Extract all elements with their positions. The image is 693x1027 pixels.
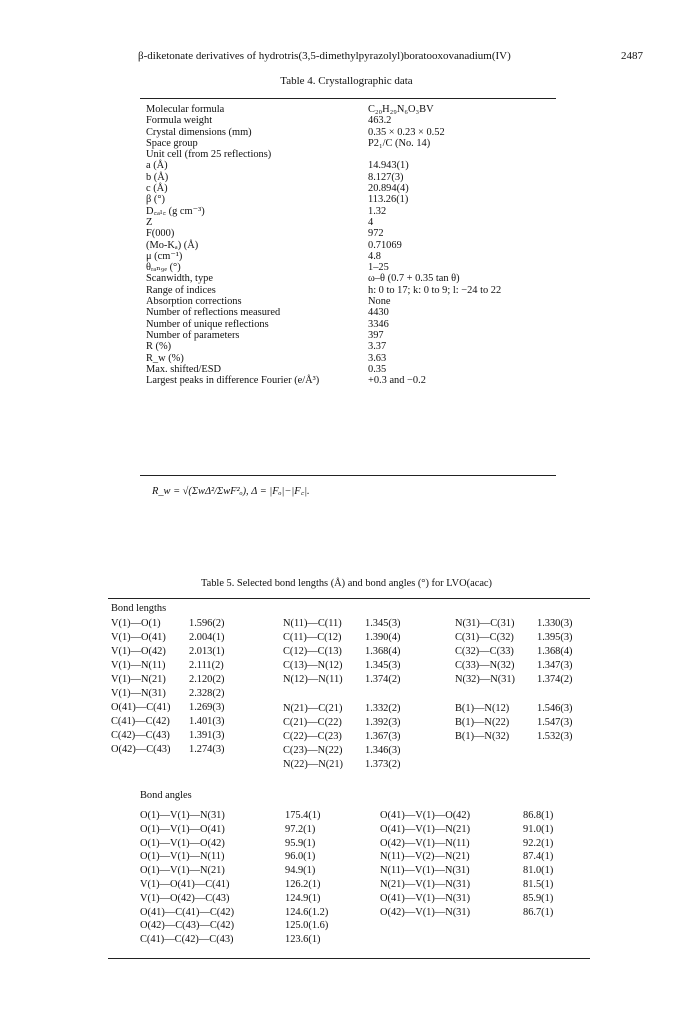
table4-row bbox=[146, 319, 566, 330]
bond-atoms: O(42)—V(1)—N(31) bbox=[380, 906, 471, 918]
bond-atoms: N(21)—V(1)—N(31) bbox=[380, 878, 471, 890]
bond-value: 1.392(3) bbox=[365, 717, 401, 728]
bond-value: 94.9(1) bbox=[285, 865, 316, 877]
table4-param: Z bbox=[146, 216, 153, 228]
bond-lengths-col2b bbox=[283, 702, 443, 772]
bond-value: 96.0(1) bbox=[285, 851, 316, 863]
bond-atoms: V(1)—O(41)—C(41) bbox=[140, 878, 230, 890]
bond-atoms: C(42)—C(43) bbox=[111, 730, 170, 741]
bond-atoms: O(41)—V(1)—N(31) bbox=[380, 892, 471, 904]
bond-value: 1.345(3) bbox=[365, 660, 401, 671]
bond-lengths-heading: Bond lengths bbox=[111, 603, 167, 614]
bond-value: 1.347(3) bbox=[537, 660, 573, 671]
table4-row bbox=[146, 104, 566, 115]
table4-param: c (Å) bbox=[146, 183, 168, 195]
table4-row bbox=[146, 375, 566, 386]
bond-row bbox=[140, 878, 370, 892]
bond-row bbox=[455, 673, 615, 687]
bond-value: 1.368(4) bbox=[537, 646, 573, 657]
bond-row bbox=[140, 892, 370, 906]
bond-atoms: O(41)—V(1)—N(21) bbox=[380, 823, 471, 835]
table4-param: R (%) bbox=[146, 341, 172, 353]
bond-lengths-col3a bbox=[455, 617, 615, 687]
bond-row bbox=[111, 701, 271, 715]
table4-value: h: 0 to 17; k: 0 to 9; l: −24 to 22 bbox=[368, 284, 502, 296]
table4-param: Scanwidth, type bbox=[146, 273, 213, 285]
table4-value: 4.8 bbox=[368, 250, 381, 262]
table4-row bbox=[146, 251, 566, 262]
bond-value: 1.395(3) bbox=[537, 632, 573, 643]
bond-atoms: V(1)—O(1) bbox=[111, 618, 161, 629]
bond-lengths-col3b bbox=[455, 702, 615, 744]
table4-param: θᵣₐₙ₉ₑ (°) bbox=[146, 262, 181, 274]
bond-value: 125.0(1.6) bbox=[285, 920, 329, 932]
bond-atoms: C(33)—N(32) bbox=[455, 660, 515, 671]
bond-atoms: C(13)—N(12) bbox=[283, 660, 343, 671]
table4-value: 3.63 bbox=[368, 352, 387, 364]
table4-param: Max. shifted/ESD bbox=[146, 363, 222, 375]
bond-angles-right bbox=[380, 809, 590, 919]
bond-value: 1.390(4) bbox=[365, 632, 401, 643]
table4-value: None bbox=[368, 296, 391, 308]
bond-row bbox=[283, 673, 443, 687]
bond-atoms: O(41)—C(41)—C(42) bbox=[140, 906, 235, 918]
bond-row bbox=[140, 823, 370, 837]
table4-row bbox=[146, 206, 566, 217]
table4-value: 8.127(3) bbox=[368, 171, 404, 183]
table4-value: 3.37 bbox=[368, 341, 387, 353]
table4-row bbox=[146, 296, 566, 307]
bond-row bbox=[111, 659, 271, 673]
bond-value: 86.7(1) bbox=[523, 906, 554, 918]
bond-row bbox=[283, 702, 443, 716]
bond-value: 81.5(1) bbox=[523, 878, 554, 890]
bond-value: 1.391(3) bbox=[189, 730, 225, 741]
bond-atoms: V(1)—N(21) bbox=[111, 674, 166, 685]
bond-atoms: V(1)—N(11) bbox=[111, 660, 166, 671]
bond-row bbox=[380, 906, 590, 920]
bond-value: 2.328(2) bbox=[189, 688, 225, 699]
table4-row bbox=[146, 183, 566, 194]
bond-value: 1.374(2) bbox=[537, 674, 573, 685]
table4-param: β (°) bbox=[146, 194, 165, 206]
bond-row bbox=[283, 758, 443, 772]
bond-row bbox=[140, 837, 370, 851]
bond-row bbox=[111, 687, 271, 701]
bond-row bbox=[111, 673, 271, 687]
bond-atoms: B(1)—N(32) bbox=[455, 731, 510, 742]
table4-param: Unit cell (from 25 reflections) bbox=[146, 149, 272, 161]
table4-row bbox=[146, 160, 566, 171]
table5-title: Table 5. Selected bond lengths (Å) and bond angles (°) for LVO(acac) bbox=[201, 578, 492, 589]
bond-row bbox=[283, 645, 443, 659]
bond-atoms: O(41)—C(41) bbox=[111, 702, 171, 713]
bond-row bbox=[111, 631, 271, 645]
bond-atoms: O(1)—V(1)—O(42) bbox=[140, 837, 225, 849]
bond-lengths-col2a bbox=[283, 617, 443, 687]
bond-atoms: C(31)—C(32) bbox=[455, 632, 514, 643]
bond-value: 1.373(2) bbox=[365, 759, 401, 770]
table4-row bbox=[146, 307, 566, 318]
table4-param: b (Å) bbox=[146, 171, 169, 183]
bond-atoms: C(12)—C(13) bbox=[283, 646, 342, 657]
table4-row bbox=[146, 127, 566, 138]
bond-value: 2.120(2) bbox=[189, 674, 225, 685]
bond-row bbox=[111, 715, 271, 729]
bond-row bbox=[140, 933, 370, 947]
bond-row bbox=[111, 729, 271, 743]
table4-bottom-rule bbox=[140, 475, 556, 476]
table4-row bbox=[146, 240, 566, 251]
bond-value: 1.374(2) bbox=[365, 674, 401, 685]
table4-param: Absorption corrections bbox=[146, 296, 242, 308]
bond-atoms: C(23)—N(22) bbox=[283, 745, 343, 756]
table4-row bbox=[146, 353, 566, 364]
table4-value: +0.3 and −0.2 bbox=[368, 375, 426, 387]
table4-row bbox=[146, 262, 566, 273]
bond-value: 1.532(3) bbox=[537, 731, 573, 742]
table4-row bbox=[146, 228, 566, 239]
bond-row bbox=[283, 631, 443, 645]
bond-atoms: C(41)—C(42) bbox=[111, 716, 170, 727]
bond-row bbox=[111, 743, 271, 757]
table4-value: 3346 bbox=[368, 318, 389, 330]
table4-top-rule bbox=[140, 98, 556, 99]
table4-param: Space group bbox=[146, 137, 198, 149]
bond-atoms: O(42)—V(1)—N(11) bbox=[380, 837, 470, 849]
table4-value: 1–25 bbox=[368, 262, 389, 274]
table4-value: 463.2 bbox=[368, 115, 392, 127]
bond-row bbox=[283, 744, 443, 758]
bond-row bbox=[283, 617, 443, 631]
bond-value: 95.9(1) bbox=[285, 837, 316, 849]
table4-value: 4430 bbox=[368, 307, 389, 319]
bond-row bbox=[380, 892, 590, 906]
bond-atoms: N(11)—V(1)—N(31) bbox=[380, 865, 470, 877]
bond-atoms: N(32)—N(31) bbox=[455, 674, 516, 685]
bond-atoms: C(21)—C(22) bbox=[283, 717, 342, 728]
bond-value: 92.2(1) bbox=[523, 837, 554, 849]
table4-value: 0.35 × 0.23 × 0.52 bbox=[368, 126, 445, 138]
bond-row bbox=[380, 864, 590, 878]
table4-row bbox=[146, 217, 566, 228]
table4-value: 0.35 bbox=[368, 363, 387, 375]
bond-atoms: O(42)—C(43)—C(42) bbox=[140, 920, 235, 932]
table4-param: F(000) bbox=[146, 228, 175, 240]
bond-value: 86.8(1) bbox=[523, 810, 554, 821]
bond-atoms: O(42)—C(43) bbox=[111, 744, 171, 755]
bond-value: 1.346(3) bbox=[365, 745, 401, 756]
bond-value: 2.111(2) bbox=[189, 660, 224, 671]
bond-value: 1.269(3) bbox=[189, 702, 225, 713]
table4-value: 0.71069 bbox=[368, 239, 402, 251]
table4-value: 972 bbox=[368, 228, 384, 240]
table4-row bbox=[146, 285, 566, 296]
bond-value: 91.0(1) bbox=[523, 823, 554, 835]
table4-value: 1.32 bbox=[368, 205, 387, 217]
bond-value: 1.274(3) bbox=[189, 744, 225, 755]
bond-value: 124.9(1) bbox=[285, 892, 321, 904]
table4-footnote: R_w = √(ΣwΔ²/ΣwF²ₒ), Δ = |Fₒ|−|F꜀|. bbox=[152, 486, 310, 497]
table4-row bbox=[146, 172, 566, 183]
table4-row bbox=[146, 341, 566, 352]
bond-atoms: C(11)—C(12) bbox=[283, 632, 342, 643]
bond-value: 1.368(4) bbox=[365, 646, 401, 657]
bond-atoms: B(1)—N(22) bbox=[455, 717, 510, 728]
bond-atoms: N(12)—N(11) bbox=[283, 674, 343, 685]
bond-atoms: O(1)—V(1)—N(11) bbox=[140, 851, 225, 863]
page-number: 2487 bbox=[621, 50, 643, 62]
bond-atoms: N(11)—V(2)—N(21) bbox=[380, 851, 470, 863]
bond-row bbox=[111, 645, 271, 659]
bond-row bbox=[455, 702, 615, 716]
table4-param: D꜀ₐₗ꜀ (g cm⁻³) bbox=[146, 205, 205, 217]
table4-row bbox=[146, 138, 566, 149]
table4-title: Table 4. Crystallographic data bbox=[280, 75, 413, 87]
table4-param: Range of indices bbox=[146, 284, 216, 296]
bond-value: 124.6(1.2) bbox=[285, 906, 329, 918]
bond-angles-heading: Bond angles bbox=[140, 790, 192, 801]
bond-value: 81.0(1) bbox=[523, 865, 554, 877]
table4-value: C₂₀H₂₉N₆O₃BV bbox=[368, 104, 434, 115]
bond-value: 126.2(1) bbox=[285, 878, 321, 890]
bond-value: 2.013(1) bbox=[189, 646, 225, 657]
bond-atoms: V(1)—O(42)—C(43) bbox=[140, 892, 230, 904]
bond-row bbox=[283, 730, 443, 744]
bond-atoms: C(32)—C(33) bbox=[455, 646, 514, 657]
bond-row bbox=[455, 631, 615, 645]
table4-param: R_w (%) bbox=[146, 352, 184, 364]
bond-atoms: V(1)—O(41) bbox=[111, 632, 166, 643]
bond-atoms: C(22)—C(23) bbox=[283, 731, 342, 742]
bond-value: 1.330(3) bbox=[537, 618, 573, 629]
bond-atoms: O(1)—V(1)—O(41) bbox=[140, 823, 225, 835]
running-title: β-diketonate derivatives of hydrotris(3,5-dimethylpyrazolyl)boratooxovanadium(IV) bbox=[138, 50, 511, 62]
table4-param: Number of parameters bbox=[146, 329, 240, 341]
bond-row bbox=[283, 659, 443, 673]
bond-angles-left bbox=[140, 809, 370, 947]
bond-row bbox=[455, 617, 615, 631]
bond-atoms: N(11)—C(11) bbox=[283, 618, 342, 629]
bond-atoms: O(41)—V(1)—O(42) bbox=[380, 810, 471, 821]
table4-value: 397 bbox=[368, 329, 384, 341]
bond-atoms: O(1)—V(1)—N(31) bbox=[140, 810, 225, 821]
bond-atoms: V(1)—O(42) bbox=[111, 646, 166, 657]
table4-param: Number of reflections measured bbox=[146, 307, 281, 319]
bond-value: 1.332(2) bbox=[365, 703, 401, 714]
bond-row bbox=[380, 837, 590, 851]
bond-value: 1.367(3) bbox=[365, 731, 401, 742]
bond-value: 2.004(1) bbox=[189, 632, 225, 643]
bond-row bbox=[380, 809, 590, 823]
bond-atoms: B(1)—N(12) bbox=[455, 703, 510, 714]
table4-row bbox=[146, 115, 566, 126]
bond-atoms: V(1)—N(31) bbox=[111, 688, 166, 699]
table4-param: Molecular formula bbox=[146, 104, 225, 115]
table4-param: a (Å) bbox=[146, 160, 168, 172]
bond-value: 97.2(1) bbox=[285, 823, 316, 835]
bond-atoms: N(21)—C(21) bbox=[283, 703, 343, 714]
table4-row bbox=[146, 194, 566, 205]
table4-value: 14.943(1) bbox=[368, 160, 409, 172]
bond-row bbox=[140, 919, 370, 933]
bond-row bbox=[380, 878, 590, 892]
bond-value: 1.546(3) bbox=[537, 703, 573, 714]
bond-row bbox=[455, 730, 615, 744]
bond-atoms: N(31)—C(31) bbox=[455, 618, 515, 629]
bond-row bbox=[140, 864, 370, 878]
table4-value: 113.26(1) bbox=[368, 194, 409, 206]
table4-value: ω–θ (0.7 + 0.35 tan θ) bbox=[368, 273, 460, 285]
bond-row bbox=[140, 809, 370, 823]
bond-value: 85.9(1) bbox=[523, 892, 554, 904]
bond-value: 1.596(2) bbox=[189, 618, 225, 629]
bond-atoms: C(41)—C(42)—C(43) bbox=[140, 934, 234, 946]
bond-row bbox=[455, 645, 615, 659]
bond-row bbox=[140, 850, 370, 864]
bond-value: 1.345(3) bbox=[365, 618, 401, 629]
bond-value: 123.6(1) bbox=[285, 934, 321, 946]
bond-value: 1.401(3) bbox=[189, 716, 225, 727]
table4-param: Formula weight bbox=[146, 115, 213, 127]
bond-value: 1.547(3) bbox=[537, 717, 573, 728]
table4-body bbox=[146, 104, 566, 386]
table4-param: Number of unique reflections bbox=[146, 318, 269, 330]
bond-row bbox=[140, 906, 370, 920]
bond-row bbox=[283, 716, 443, 730]
table5-bottom-rule bbox=[108, 958, 590, 959]
bond-lengths-col1 bbox=[111, 617, 271, 757]
bond-row bbox=[455, 659, 615, 673]
bond-row bbox=[111, 617, 271, 631]
bond-row bbox=[455, 716, 615, 730]
bond-row bbox=[380, 850, 590, 864]
table4-param: μ (cm⁻¹) bbox=[146, 250, 183, 262]
bond-atoms: O(1)—V(1)—N(21) bbox=[140, 865, 225, 877]
table4-value: P2₁/C (No. 14) bbox=[368, 137, 431, 149]
bond-atoms: N(22)—N(21) bbox=[283, 759, 344, 770]
table4-param: Largest peaks in difference Fourier (e/Å³) bbox=[146, 375, 320, 387]
table4-row bbox=[146, 149, 566, 160]
table5-top-rule bbox=[108, 598, 590, 599]
table4-value: 4 bbox=[368, 216, 374, 228]
bond-value: 175.4(1) bbox=[285, 810, 321, 821]
table4-param: Crystal dimensions (mm) bbox=[146, 126, 252, 138]
table4-row bbox=[146, 273, 566, 284]
bond-row bbox=[380, 823, 590, 837]
bond-value: 87.4(1) bbox=[523, 851, 554, 863]
table4-row bbox=[146, 330, 566, 341]
table4-param: (Mo-Kₐ) (Å) bbox=[146, 239, 199, 251]
table4-value: 20.894(4) bbox=[368, 183, 409, 195]
table4-row bbox=[146, 364, 566, 375]
